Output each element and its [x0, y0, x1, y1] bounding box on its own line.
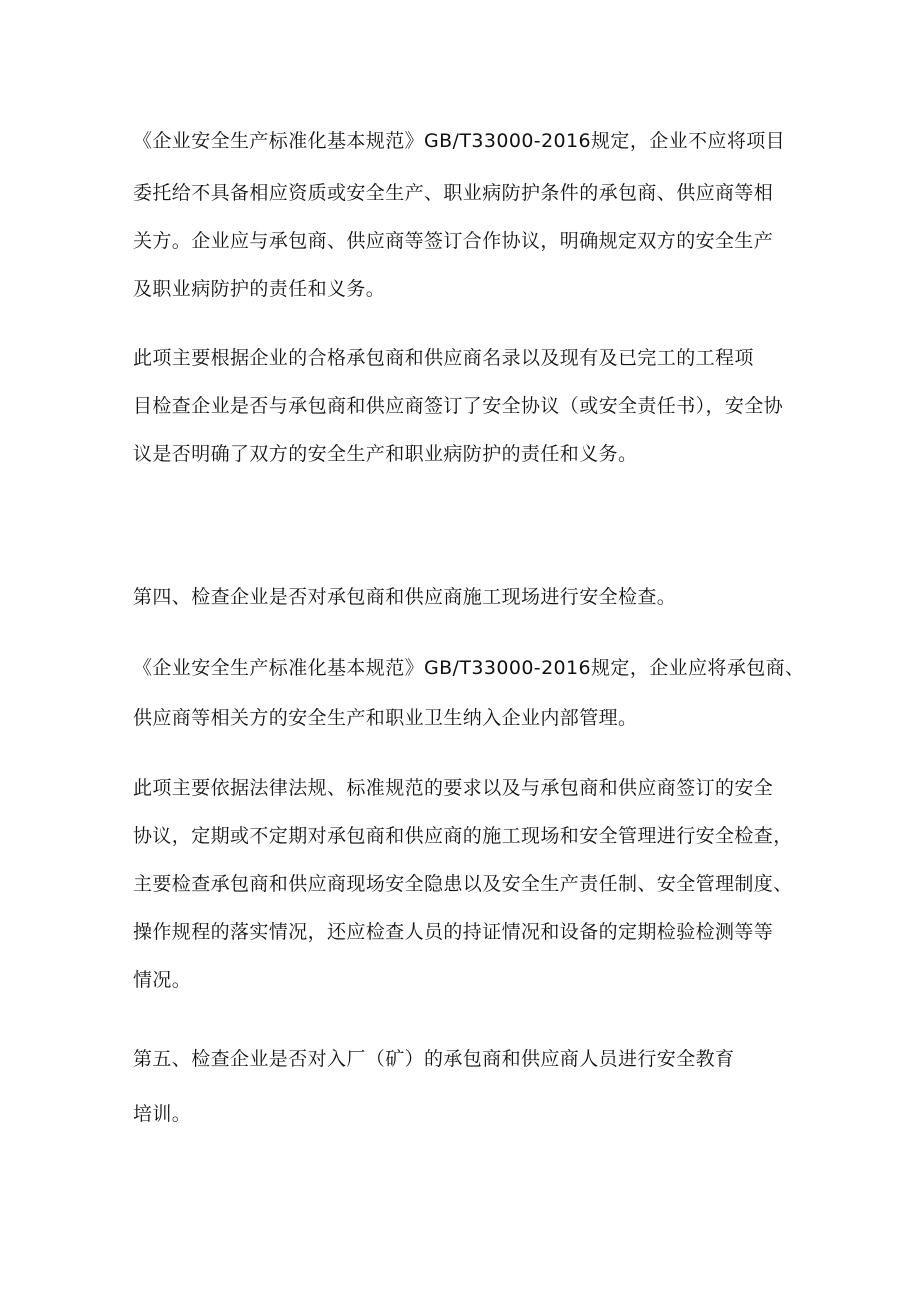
paragraph-1-line-3: 关方。企业应与承包商、供应商等签订合作协议，明确规定双方的安全生产 [133, 230, 774, 252]
paragraph-1-line-1: 《企业安全生产标准化基本规范》GB/T33000-2016规定，企业不应将项目 [133, 130, 786, 152]
section-four-heading: 第四、检查企业是否对承包商和供应商施工现场进行安全检查。 [133, 586, 677, 608]
paragraph-1-line-2: 委托给不具备相应资质或安全生产、职业病防护条件的承包商、供应商等相 [133, 182, 774, 204]
paragraph-5-line-3: 主要检查承包商和供应商现场安全隐患以及安全生产责任制、安全管理制度、 [133, 873, 793, 895]
paragraph-2-line-2: 目检查企业是否与承包商和供应商签订了安全协议（或安全责任书），安全协 [133, 395, 784, 417]
paragraph-5-line-1: 此项主要依据法律法规、标准规范的要求以及与承包商和供应商签订的安全 [133, 777, 774, 799]
paragraph-5-line-2: 协议，定期或不定期对承包商和供应商的施工现场和安全管理进行安全检查， [133, 825, 793, 847]
paragraph-2-line-1: 此项主要根据企业的合格承包商和供应商名录以及现有及已完工的工程项 [133, 347, 754, 369]
section-five-heading-line-1: 第五、检查企业是否对入厂（矿）的承包商和供应商人员进行安全教育 [133, 1048, 735, 1070]
paragraph-4-line-2: 供应商等相关方的安全生产和职业卫生纳入企业内部管理。 [133, 707, 638, 729]
paragraph-2-line-3: 议是否明确了双方的安全生产和职业病防护的责任和义务。 [133, 443, 638, 465]
paragraph-1-line-4: 及职业病防护的责任和义务。 [133, 278, 386, 300]
section-five-heading-line-2: 培训。 [133, 1103, 192, 1125]
paragraph-5-line-4: 操作规程的落实情况，还应检查人员的持证情况和设备的定期检验检测等等 [133, 921, 774, 943]
paragraph-4-line-1: 《企业安全生产标准化基本规范》GB/T33000-2016规定，企业应将承包商、 [133, 657, 805, 679]
paragraph-5-line-5: 情况。 [133, 969, 192, 991]
